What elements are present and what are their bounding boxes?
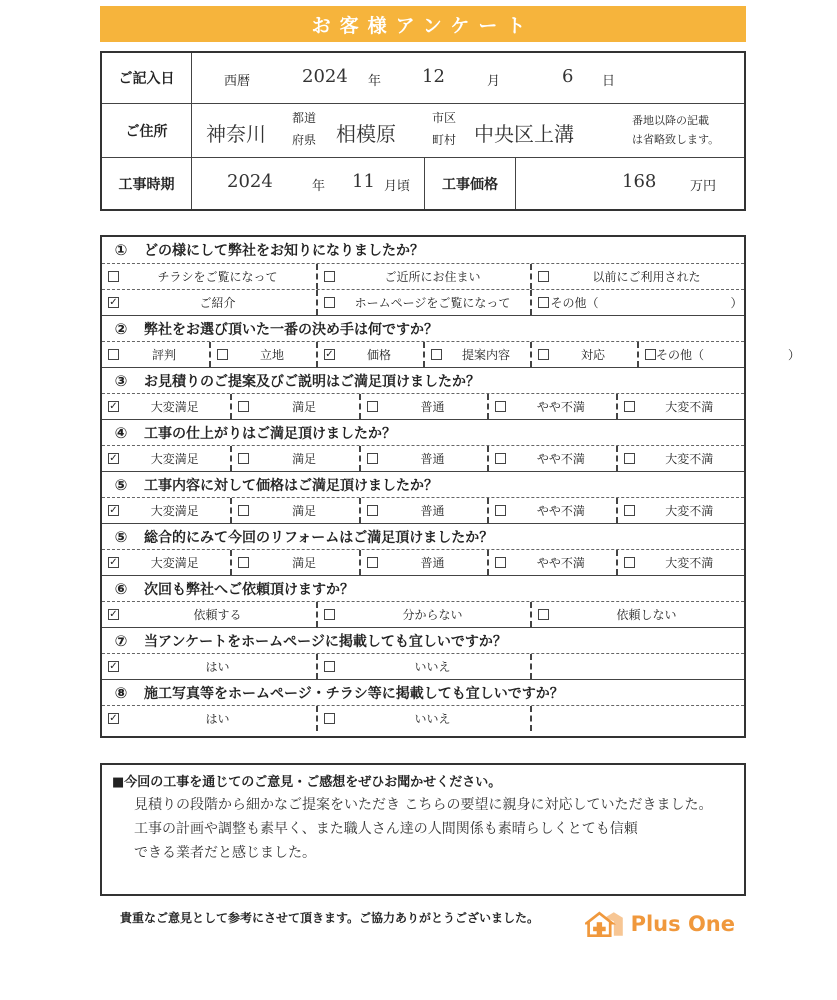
checked-checkbox[interactable]: ✓ xyxy=(109,608,118,620)
option-label: 大変満足 xyxy=(150,504,199,518)
option-label: 普通 xyxy=(420,400,445,414)
comment-line: 工事の計画や調整も素早く、また職人さん達の人間関係も素晴らしくとても信頼 xyxy=(134,821,638,837)
survey-table xyxy=(100,235,801,738)
option-label: その他（ ） xyxy=(656,348,801,362)
answer-option[interactable] xyxy=(530,264,744,289)
option-label: 価格 xyxy=(366,348,391,362)
question-heading xyxy=(102,679,744,705)
option-row xyxy=(102,549,744,575)
comment-box xyxy=(100,763,746,896)
city-unit-top: 市区 xyxy=(432,111,457,125)
comment-title: ■今回の工事を通じてのご意見・ご感想をぜひお聞かせください。 xyxy=(112,775,502,790)
checkbox[interactable] xyxy=(367,505,378,516)
pref-unit-bottom: 府県 xyxy=(292,133,317,147)
checkbox[interactable] xyxy=(645,349,656,360)
option-row xyxy=(102,653,744,679)
answer-option[interactable] xyxy=(230,550,358,575)
question-heading xyxy=(102,575,744,601)
answer-option[interactable] xyxy=(102,498,230,523)
answer-option xyxy=(530,706,744,731)
answer-option[interactable] xyxy=(316,342,423,367)
info-table xyxy=(100,51,746,211)
option-label: 大変満足 xyxy=(150,400,199,414)
answer-option[interactable] xyxy=(359,498,487,523)
option-row xyxy=(102,705,744,731)
question-number: ⑥ xyxy=(114,579,128,598)
year-unit: 年 xyxy=(368,74,382,89)
answer-option[interactable] xyxy=(316,654,530,679)
option-label: 提案内容 xyxy=(461,348,510,362)
address-note-2: は省略致します。 xyxy=(632,133,720,146)
checked-checkbox[interactable]: ✓ xyxy=(109,556,118,568)
checked-checkbox[interactable]: ✓ xyxy=(325,348,334,360)
answer-option[interactable] xyxy=(487,550,615,575)
checked-checkbox[interactable]: ✓ xyxy=(109,504,118,516)
question-number: ② xyxy=(114,319,128,338)
checkbox[interactable] xyxy=(624,505,635,516)
checkbox[interactable] xyxy=(108,271,119,282)
answer-option[interactable] xyxy=(616,498,744,523)
date-row xyxy=(102,53,744,104)
option-label: 普通 xyxy=(420,556,445,570)
answer-option xyxy=(530,654,744,679)
address-note-1: 番地以降の記載 xyxy=(632,114,709,127)
checkbox[interactable] xyxy=(324,271,335,282)
answer-option[interactable] xyxy=(316,264,530,289)
checkbox[interactable] xyxy=(217,349,228,360)
option-row xyxy=(102,601,744,627)
question-text: お見積りのご提案及びご説明はご満足頂けましたか？ xyxy=(144,373,480,390)
price-value: 168 xyxy=(622,171,657,192)
option-label: 満足 xyxy=(292,504,317,518)
option-label: 依頼しない xyxy=(616,608,677,622)
checkbox[interactable] xyxy=(624,401,635,412)
option-row xyxy=(102,445,744,471)
logo-text: Plus One xyxy=(630,912,735,936)
option-label: 大変不満 xyxy=(665,400,714,414)
checked-checkbox[interactable]: ✓ xyxy=(109,452,118,464)
answer-option[interactable] xyxy=(616,550,744,575)
question-text: 工事内容に対して価格はご満足頂けましたか？ xyxy=(144,477,438,494)
option-row xyxy=(102,263,744,289)
city-value: 相模原 xyxy=(336,122,396,146)
period-month-value: 11 xyxy=(352,171,375,192)
answer-option[interactable] xyxy=(359,446,487,471)
option-label: 対応 xyxy=(580,348,605,362)
checkbox[interactable] xyxy=(538,297,549,308)
checked-checkbox[interactable]: ✓ xyxy=(109,400,118,412)
option-label: やや不満 xyxy=(536,400,585,414)
comment-line: できる業者だと感じました。 xyxy=(134,845,316,861)
option-label: 大変不満 xyxy=(665,504,714,518)
price-label: 工事価格 xyxy=(424,158,516,209)
period-year-unit: 年 xyxy=(312,179,326,194)
checkbox[interactable] xyxy=(367,557,378,568)
checkbox[interactable] xyxy=(538,609,549,620)
checkbox[interactable] xyxy=(367,453,378,464)
question-heading xyxy=(102,367,744,393)
option-label: その他（ ） xyxy=(550,296,743,310)
option-label: チラシをご覧になって xyxy=(157,270,278,284)
era-label: 西暦 xyxy=(224,74,251,89)
option-label: 依頼する xyxy=(193,608,242,622)
checkbox[interactable] xyxy=(324,609,335,620)
question-number: ③ xyxy=(114,371,128,390)
answer-option[interactable] xyxy=(316,602,530,627)
answer-option[interactable] xyxy=(530,342,637,367)
period-row xyxy=(102,158,744,209)
question-heading xyxy=(102,315,744,341)
option-label: 以前にご利用された xyxy=(592,270,701,284)
checkbox[interactable] xyxy=(238,401,249,412)
period-year-value: 2024 xyxy=(227,171,273,192)
answer-option[interactable] xyxy=(487,394,615,419)
checkbox[interactable] xyxy=(367,401,378,412)
answer-option[interactable] xyxy=(102,264,316,289)
question-heading xyxy=(102,237,744,263)
question-heading xyxy=(102,419,744,445)
district-value: 中央区上溝 xyxy=(474,122,574,146)
option-label: ホームページをご覧になって xyxy=(354,296,511,310)
answer-option[interactable] xyxy=(487,446,615,471)
checkbox[interactable] xyxy=(238,505,249,516)
option-label: ご紹介 xyxy=(199,296,236,310)
answer-option[interactable] xyxy=(102,290,316,315)
option-label: いいえ xyxy=(414,712,451,726)
question-number: ④ xyxy=(114,423,128,442)
answer-option[interactable] xyxy=(359,394,487,419)
answer-option[interactable] xyxy=(209,342,316,367)
answer-option[interactable] xyxy=(102,394,230,419)
checked-checkbox[interactable]: ✓ xyxy=(109,712,118,724)
checkbox[interactable] xyxy=(238,453,249,464)
question-heading xyxy=(102,627,744,653)
option-label: 大変満足 xyxy=(150,452,199,466)
option-label: やや不満 xyxy=(536,556,585,570)
question-text: 総合的にみて今回のリフォームはご満足頂けましたか？ xyxy=(144,529,494,546)
checkbox[interactable] xyxy=(495,401,506,412)
day-unit: 日 xyxy=(602,74,616,89)
checked-checkbox[interactable]: ✓ xyxy=(109,296,118,308)
question-heading xyxy=(102,471,744,497)
question-text: どの様にして弊社をお知りになりましたか？ xyxy=(144,243,424,259)
answer-option[interactable] xyxy=(230,394,358,419)
footer-note: 貴重なご意見として参考にさせて頂きます。ご協力ありがとうございました。 xyxy=(120,911,540,925)
option-label: 満足 xyxy=(292,556,317,570)
option-label: 普通 xyxy=(420,452,445,466)
option-label: 大変満足 xyxy=(150,556,199,570)
year-value: 2024 xyxy=(302,66,348,87)
question-text: 当アンケートをホームページに掲載しても宜しいですか？ xyxy=(144,633,507,650)
option-label: 大変不満 xyxy=(665,556,714,570)
prefecture-value: 神奈川 xyxy=(206,122,266,146)
question-number: ⑤ xyxy=(114,527,128,546)
checkbox[interactable] xyxy=(324,713,335,724)
checkbox[interactable] xyxy=(324,297,335,308)
plus-one-logo xyxy=(585,904,735,944)
answer-option[interactable] xyxy=(487,498,615,523)
checkbox[interactable] xyxy=(238,557,249,568)
answer-option[interactable] xyxy=(102,550,230,575)
question-heading xyxy=(102,523,744,549)
answer-option[interactable] xyxy=(316,290,530,315)
option-label: やや不満 xyxy=(536,504,585,518)
checkbox[interactable] xyxy=(495,557,506,568)
date-label: ご記入日 xyxy=(102,53,192,103)
option-label: 満足 xyxy=(292,400,317,414)
period-month-unit: 月頃 xyxy=(384,179,411,194)
answer-option[interactable] xyxy=(102,342,209,367)
question-text: 工事の仕上がりはご満足頂けましたか？ xyxy=(144,425,396,442)
address-row xyxy=(102,104,744,158)
option-label: 評判 xyxy=(151,348,176,362)
question-text: 弊社をお選び頂いた一番の決め手は何ですか？ xyxy=(144,321,438,338)
answer-option[interactable] xyxy=(423,342,530,367)
answer-option[interactable] xyxy=(102,706,316,731)
option-label: 満足 xyxy=(292,452,317,466)
answer-option[interactable] xyxy=(102,602,316,627)
answer-option[interactable] xyxy=(102,446,230,471)
question-text: 次回も弊社へご依頼頂けますか？ xyxy=(144,581,354,598)
answer-option[interactable] xyxy=(616,394,744,419)
answer-option[interactable] xyxy=(230,446,358,471)
answer-option[interactable] xyxy=(230,498,358,523)
checkbox[interactable] xyxy=(495,453,506,464)
page-title: お客様アンケート xyxy=(100,6,746,42)
checkbox[interactable] xyxy=(324,661,335,672)
address-label: ご住所 xyxy=(102,104,192,157)
answer-option[interactable] xyxy=(102,654,316,679)
option-label: 大変不満 xyxy=(665,452,714,466)
option-label: やや不満 xyxy=(536,452,585,466)
answer-option[interactable] xyxy=(359,550,487,575)
checkbox[interactable] xyxy=(538,271,549,282)
question-number: ⑤ xyxy=(114,475,128,494)
answer-option[interactable] xyxy=(316,706,530,731)
checked-checkbox[interactable]: ✓ xyxy=(109,660,118,672)
checkbox[interactable] xyxy=(108,349,119,360)
checkbox[interactable] xyxy=(624,453,635,464)
option-row xyxy=(102,393,744,419)
day-value: 6 xyxy=(562,66,574,87)
period-label: 工事時期 xyxy=(102,158,192,209)
house-plus-icon xyxy=(585,909,625,939)
answer-option[interactable] xyxy=(530,602,744,627)
question-number: ⑧ xyxy=(114,683,128,702)
question-number: ⑦ xyxy=(114,631,128,650)
checkbox[interactable] xyxy=(538,349,549,360)
option-label: はい xyxy=(205,660,230,674)
checkbox[interactable] xyxy=(624,557,635,568)
option-row xyxy=(102,341,801,367)
month-value: 12 xyxy=(422,66,445,87)
option-label: はい xyxy=(205,712,230,726)
option-row xyxy=(102,289,744,315)
pref-unit-top: 都道 xyxy=(292,111,317,125)
answer-option[interactable] xyxy=(530,290,744,315)
option-label: いいえ xyxy=(414,660,451,674)
answer-option[interactable] xyxy=(637,342,801,367)
option-row xyxy=(102,497,744,523)
city-unit-bottom: 町村 xyxy=(432,133,457,147)
question-number: ① xyxy=(114,241,128,259)
checkbox[interactable] xyxy=(431,349,442,360)
option-label: ご近所にお住まい xyxy=(384,270,481,284)
option-label: 分からない xyxy=(402,608,463,622)
comment-line: 見積りの段階から細かなご提案をいただき こちらの要望に親身に対応していただきました。 xyxy=(134,797,713,813)
option-label: 普通 xyxy=(420,504,445,518)
month-unit: 月 xyxy=(487,74,501,89)
answer-option[interactable] xyxy=(616,446,744,471)
price-unit: 万円 xyxy=(690,179,717,194)
option-label: 立地 xyxy=(259,348,284,362)
checkbox[interactable] xyxy=(495,505,506,516)
question-text: 施工写真等をホームページ・チラシ等に掲載しても宜しいですか？ xyxy=(144,685,564,702)
